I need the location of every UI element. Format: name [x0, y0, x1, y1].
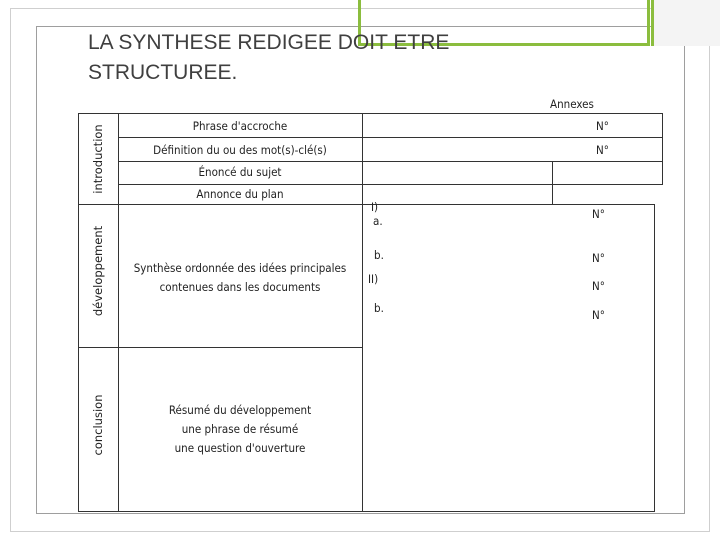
intro-row-label: Définition du ou des mot(s)-clé(s)	[153, 143, 327, 157]
slide-title: LA SYNTHESE REDIGEE DOIT ETRE STRUCTUREE.	[88, 31, 450, 84]
intro-row-annex: N°	[596, 143, 609, 157]
plan-item: b.	[374, 301, 384, 315]
intro-row-label: Annonce du plan	[196, 187, 284, 201]
development-annex: N°	[592, 251, 605, 265]
corner-accent	[651, 0, 720, 46]
development-annex: N°	[592, 279, 605, 293]
development-annex: N°	[592, 207, 605, 221]
section-developpement-label: développement	[91, 225, 105, 317]
development-description-line2: contenues dans les documents	[159, 280, 321, 294]
intro-row-label: Énoncé du sujet	[198, 165, 282, 179]
section-introduction-label: introduction	[91, 124, 105, 194]
conclusion-line: une question d'ouverture	[174, 441, 306, 455]
intro-row-label: Phrase d'accroche	[192, 119, 288, 133]
conclusion-line: Résumé du développement	[168, 403, 312, 417]
plan-item: b.	[374, 248, 384, 262]
annexes-header: Annexes	[550, 97, 594, 111]
intro-row-annex: N°	[596, 119, 609, 133]
conclusion-line: une phrase de résumé	[181, 422, 299, 436]
development-description-line1: Synthèse ordonnée des idées principales	[133, 261, 347, 275]
plan-item: I)	[371, 200, 379, 214]
section-conclusion-label: conclusion	[91, 394, 105, 456]
development-annex: N°	[592, 308, 605, 322]
plan-item: II)	[368, 272, 379, 286]
plan-item: a.	[373, 214, 383, 228]
